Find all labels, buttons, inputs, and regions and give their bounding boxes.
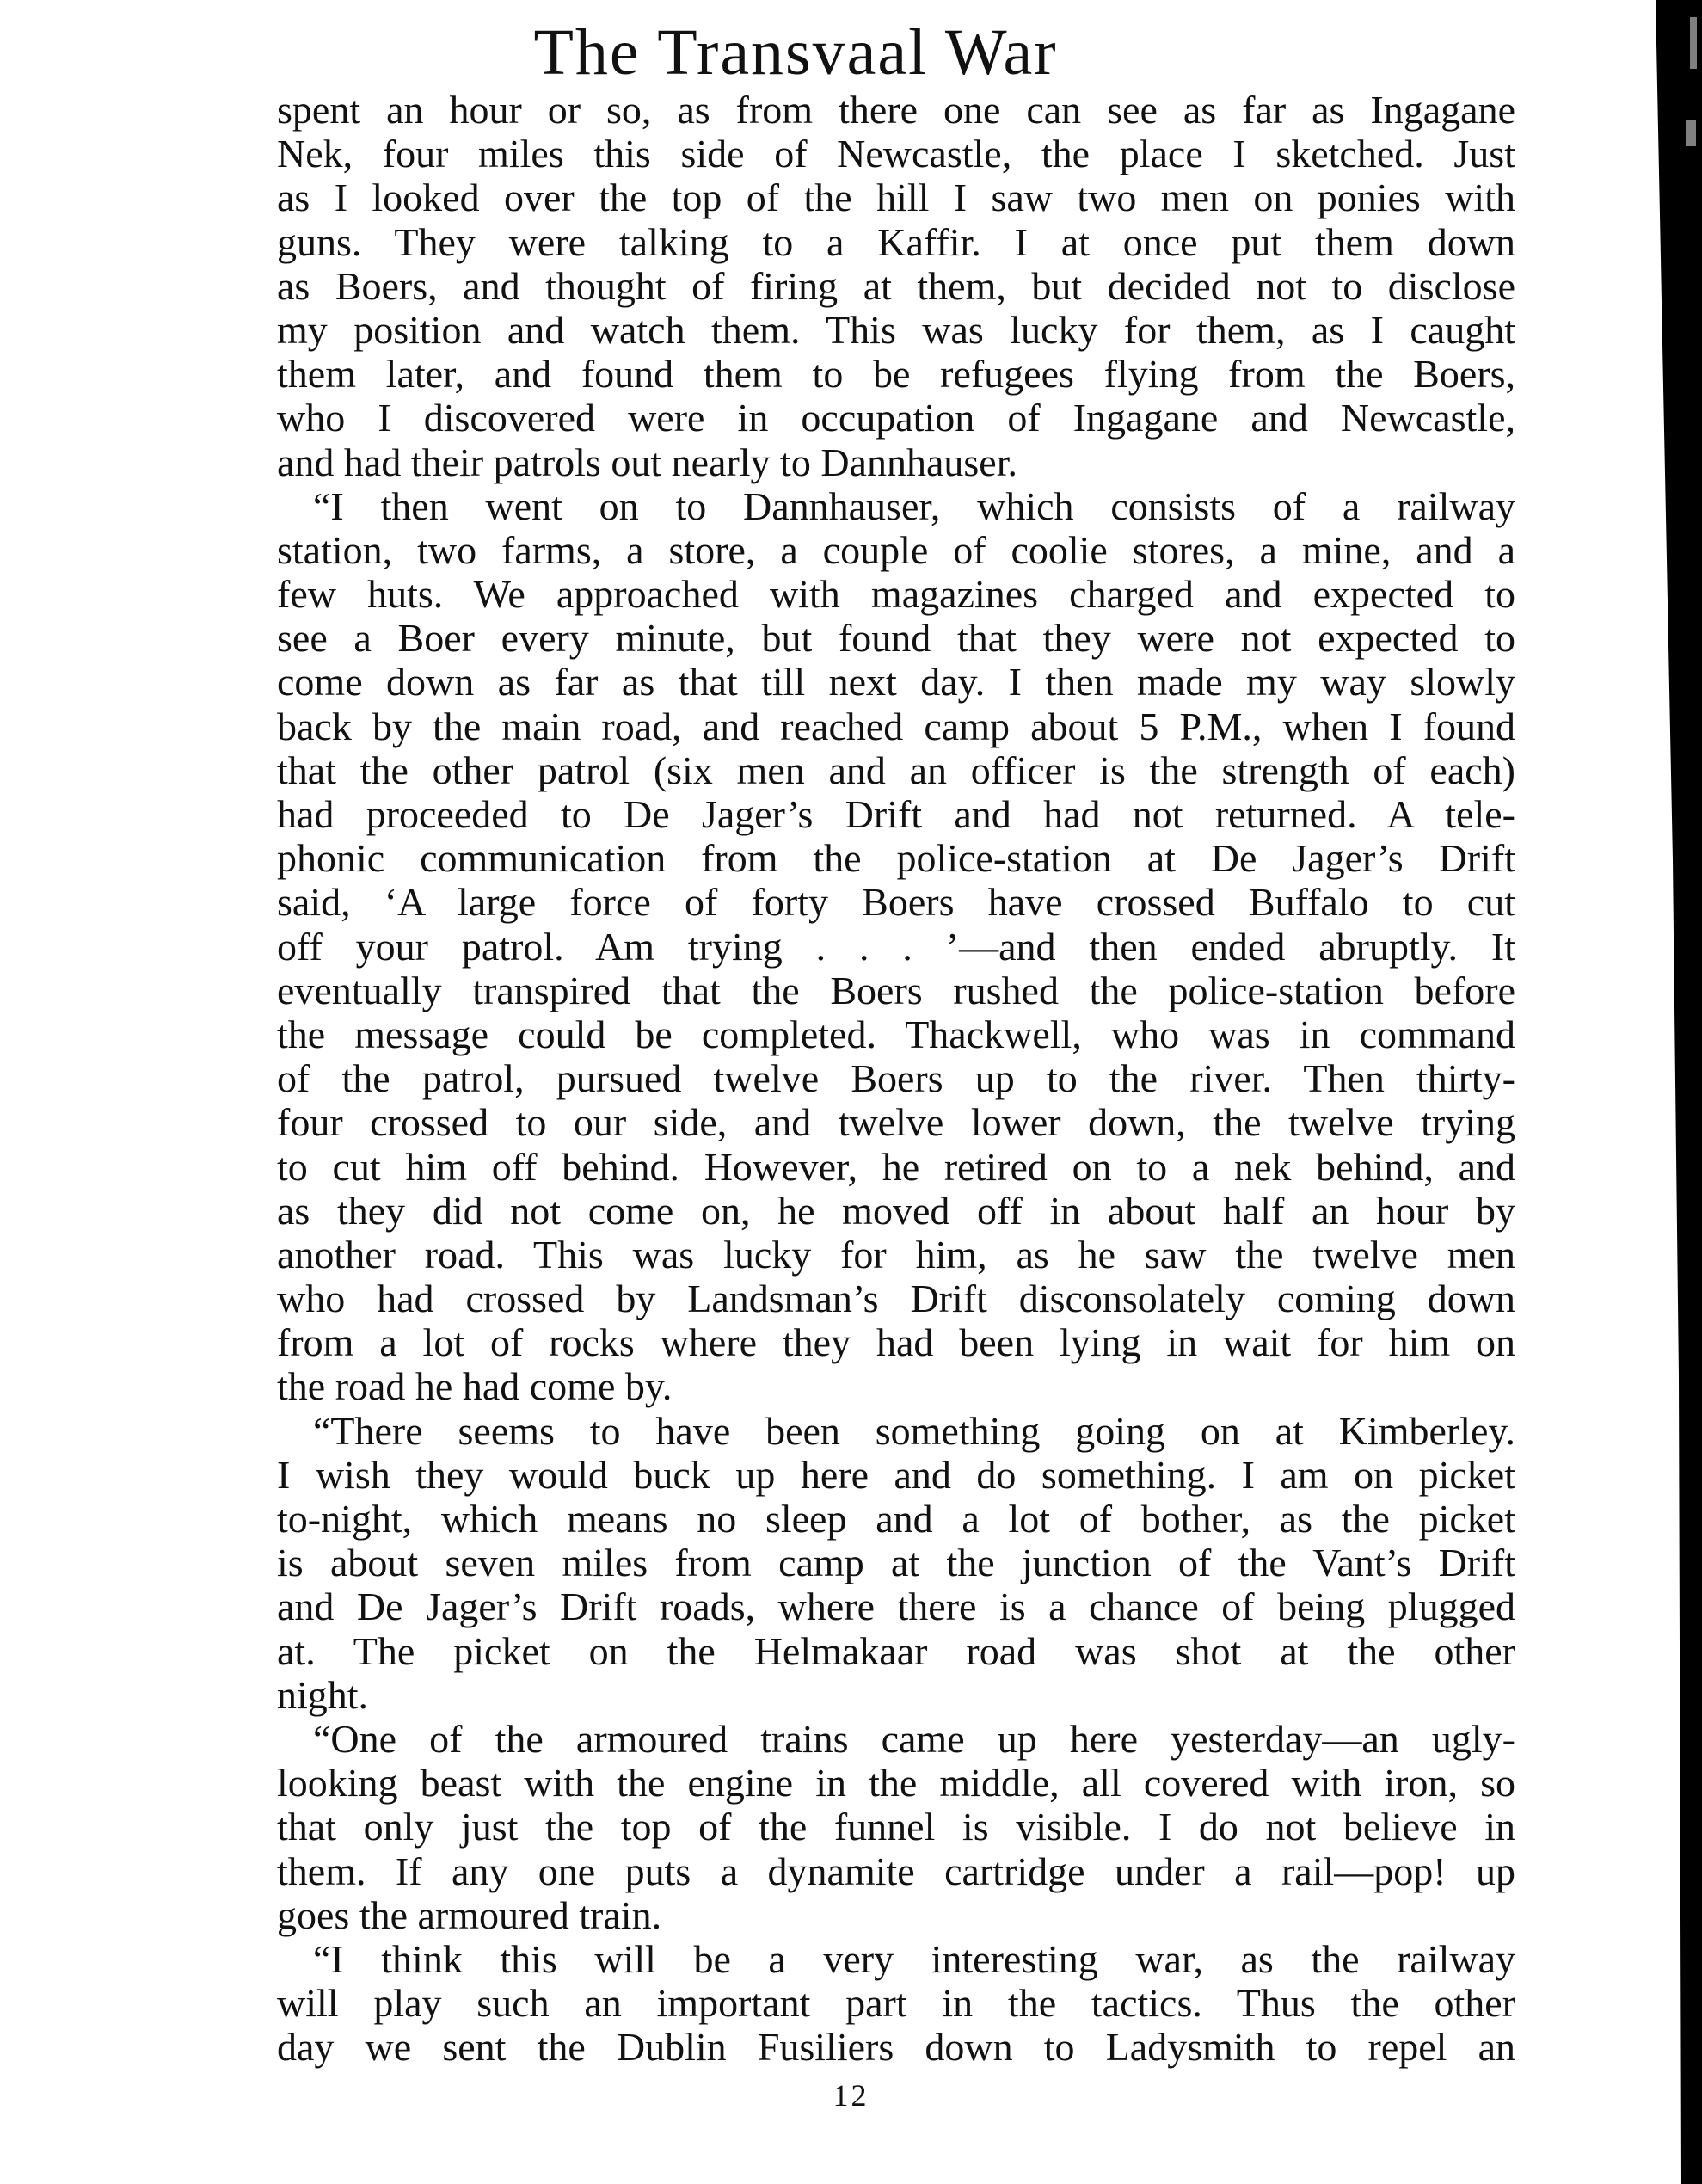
text-line: who I discovered were in occupation of Ingagane and Newcastle, (277, 396, 1515, 440)
text-line: night. (277, 1672, 369, 1717)
text-line: another road. This was lucky for him, as he saw the twelve men (277, 1232, 1515, 1277)
text-line: phonic communication from the police-station at De Jager’s Drift (277, 836, 1515, 881)
text-line: had proceeded to De Jager’s Drift and had not returned. A tele- (277, 792, 1515, 836)
text-line: who had crossed by Landsman’s Drift disconsolately coming down (277, 1277, 1515, 1321)
text-line: guns. They were talking to a Kaffir. I at once put them down (277, 219, 1515, 264)
text-line: goes the armoured train. (277, 1892, 662, 1937)
body-text (277, 88, 1515, 2069)
text-line: off your patrol. Am trying . . . ’—and then ended abruptly. It (277, 924, 1515, 969)
text-line: to cut him off behind. However, he retired on to a nek behind, and (277, 1144, 1515, 1189)
text-line: will play such an important part in the tactics. Thus the other (277, 1981, 1515, 2026)
text-line: said, ‘A large force of forty Boers have crossed Buffalo to cut (277, 880, 1515, 925)
text-line: as I looked over the top of the hill I saw two men on ponies with (277, 175, 1515, 220)
text-line: that the other patrol (six men and an officer is the strength of each) (277, 747, 1515, 792)
text-line: looking beast with the engine in the middle, all covered with iron, so (277, 1761, 1515, 1806)
text-line: the message could be completed. Thackwell, who was in command (277, 1012, 1515, 1056)
text-line: and De Jager’s Drift roads, where there is a chance of being plugged (277, 1584, 1515, 1629)
text-line: see a Boer every minute, but found that they were not expected to (277, 616, 1515, 661)
text-line: “One of the armoured trains came up here yesterday—an ugly- (313, 1716, 1515, 1761)
text-line: four crossed to our side, and twelve lower down, the twelve trying (277, 1100, 1515, 1145)
text-line: I wish they would buck up here and do something. I am on picket (277, 1452, 1515, 1497)
page-title: The Transvaal War (533, 16, 1058, 89)
text-line: them. If any one puts a dynamite cartridge under a rail—pop! up (277, 1849, 1515, 1893)
text-line: come down as far as that till next day. I then made my way slowly (277, 660, 1515, 704)
text-line: few huts. We approached with magazines charged and expected to (277, 572, 1515, 617)
text-line: from a lot of rocks where they had been lying in wait for him on (277, 1320, 1515, 1365)
text-line: Nek, four miles this side of Newcastle, the place I sketched. Just (277, 132, 1515, 176)
text-line: back by the main road, and reached camp about 5 P.M., when I found (277, 704, 1515, 748)
text-line: “I think this will be a very interesting war, as the railway (313, 1936, 1515, 1981)
text-line: eventually transpired that the Boers rushed the police-station before (277, 968, 1515, 1012)
text-line: at. The picket on the Helmakaar road was shot at the other (277, 1628, 1515, 1673)
text-line: my position and watch them. This was lucky for them, as I caught (277, 307, 1515, 352)
page-number: 12 (833, 2078, 869, 2113)
text-line: day we sent the Dublin Fusiliers down to Ladysmith to repel an (277, 2025, 1515, 2070)
text-line: “I then went on to Dannhauser, which consists of a railway (313, 483, 1515, 528)
text-line: that only just the top of the funnel is visible. I do not believe in (277, 1805, 1515, 1849)
text-line: the road he had come by. (277, 1364, 673, 1409)
text-line: as they did not come on, he moved off in about half an hour by (277, 1188, 1515, 1233)
text-line: of the patrol, pursued twelve Boers up to the river. Then thirty- (277, 1056, 1515, 1101)
text-line: and had their patrols out nearly to Dannhauser. (277, 440, 1017, 484)
text-line: “There seems to have been something going on at Kimberley. (313, 1408, 1515, 1453)
text-line: is about seven miles from camp at the junction of the Vant’s Drift (277, 1541, 1515, 1585)
text-line: spent an hour or so, as from there one can see as far as Ingagane (277, 88, 1515, 132)
text-line: them later, and found them to be refugees flying from the Boers, (277, 352, 1515, 397)
text-line: to-night, which means no sleep and a lot of bother, as the picket (277, 1497, 1515, 1541)
text-line: as Boers, and thought of firing at them, but decided not to disclose (277, 263, 1515, 308)
text-line: station, two farms, a store, a couple of coolie stores, a mine, and a (277, 527, 1515, 572)
